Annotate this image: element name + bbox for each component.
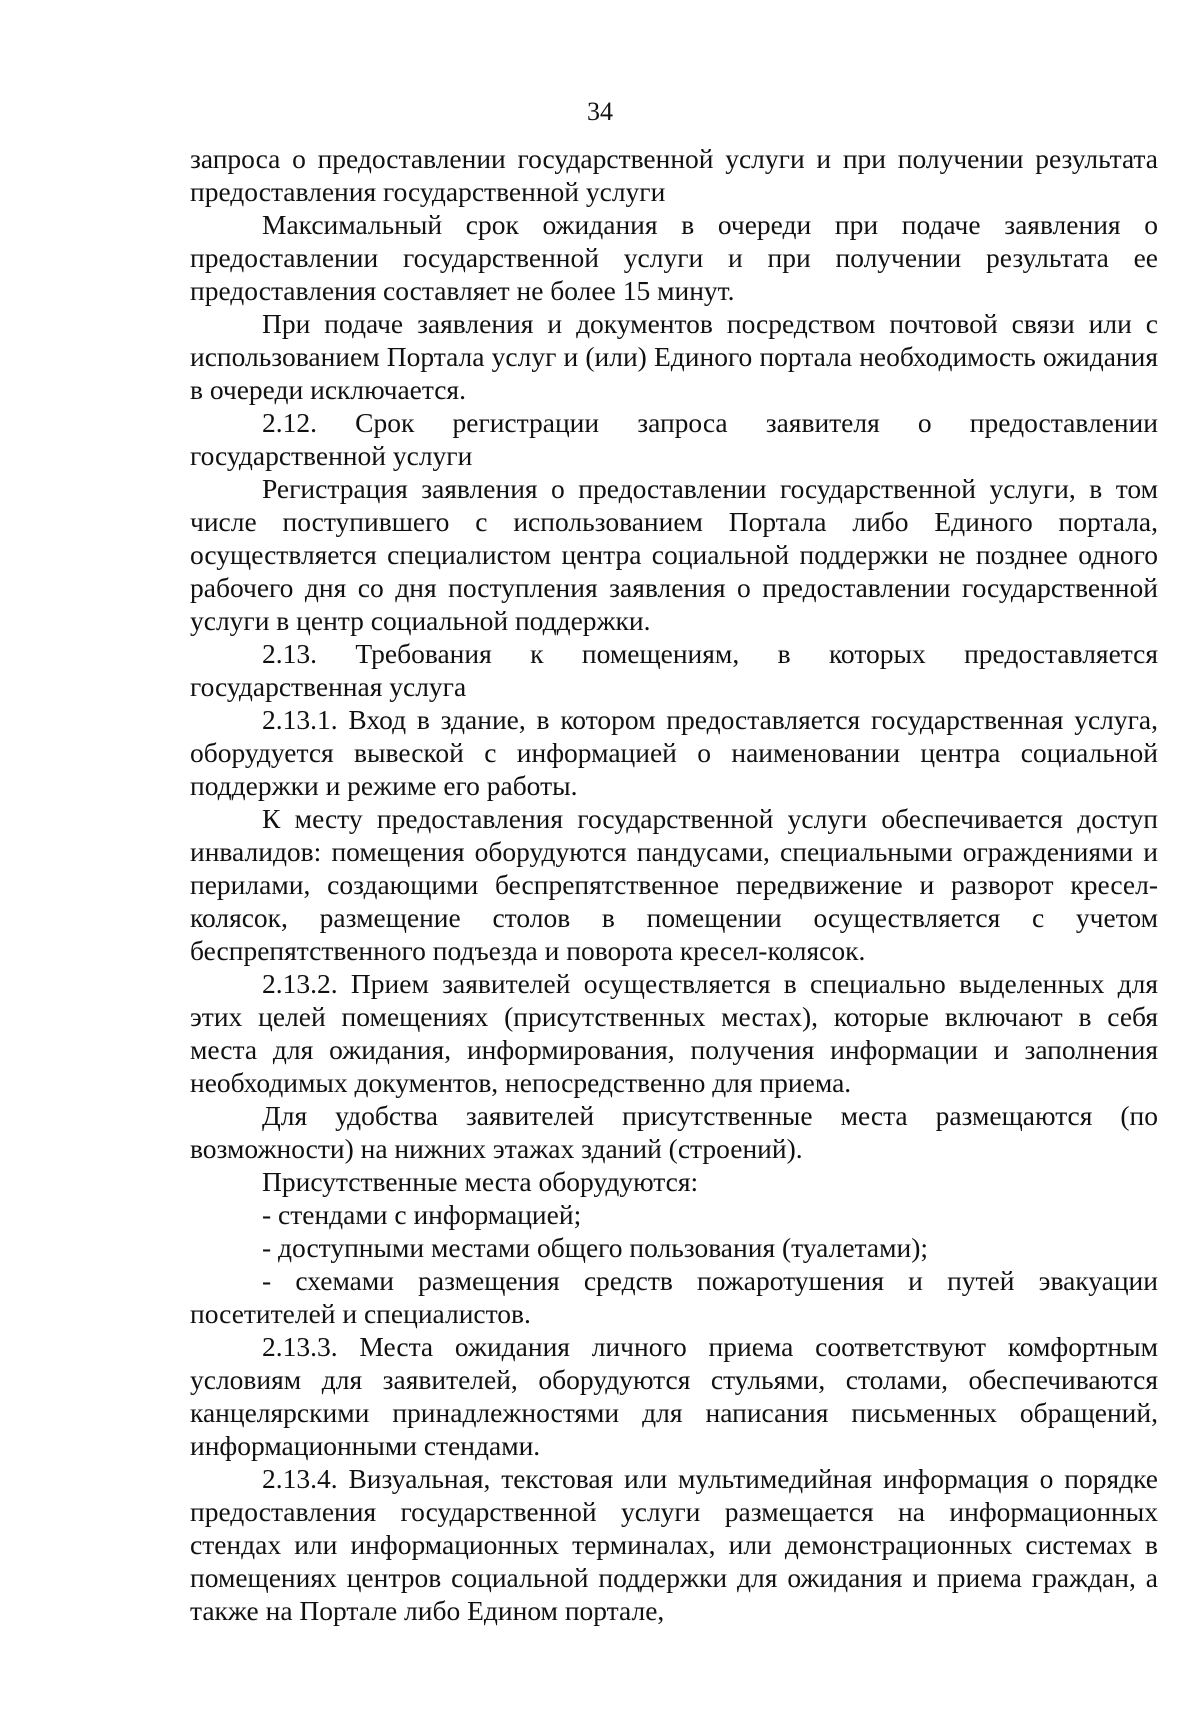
paragraph-max-wait-time: Максимальный срок ожидания в очереди при подаче заявления о предоставлении государственной услуги и при получении результата ее предоставления составляет не более 15 минут. — [190, 209, 1158, 306]
paragraph-equipment-intro: Присутственные места оборудуются: — [262, 1166, 699, 1197]
list-item-evacuation-schemes: - схемами размещения средств пожаротушения и путей эвакуации посетителей и специалистов. — [190, 1265, 1158, 1329]
paragraph-accessibility: К месту предоставления государственной услуги обеспечивается доступ инвалидов: помещения оборудуются пандусами, специальными ограждениями и перилами, создающими беспрепятственное передвижение и разворот кресел-колясок, размещение столов в помещении осуществляется с учетом беспрепятственного подъезда и поворота кресел-колясок. — [190, 803, 1158, 966]
paragraph-continuation: запроса о предоставлении государственной услуги и при получении результата предоставления государственной услуги — [190, 143, 1158, 207]
list-item-restrooms: - доступными местами общего пользования (туалетами); — [262, 1232, 929, 1263]
page-number: 34 — [587, 97, 613, 126]
paragraph-2-13-3: 2.13.3. Места ожидания личного приема соответствуют комфортным условиям для заявителей, оборудуются стульями, столами, обеспечиваются канцелярскими принадлежностями для написания письменных обращений, информационными стендами. — [190, 1331, 1158, 1461]
section-heading-2-13: 2.13. Требования к помещениям, в которых предоставляется государственная услуга — [190, 638, 1158, 702]
section-heading-2-12: 2.12. Срок регистрации запроса заявителя о предоставлении государственной услуги — [190, 407, 1158, 471]
paragraph-registration: Регистрация заявления о предоставлении государственной услуги, в том числе поступившего с использованием Портала либо Единого портала, осуществляется специалистом центра социальной поддержки не позднее одного рабочего дня со дня поступления заявления о предоставлении государственной услуги в центр социальной поддержки. — [190, 473, 1158, 636]
paragraph-2-13-2: 2.13.2. Прием заявителей осуществляется в специально выделенных для этих целей помещениях (присутственных местах), которые включают в себя места для ожидания, информирования, получения информации и заполнения необходимых документов, непосредственно для приема. — [190, 968, 1158, 1098]
list-item-info-stands: - стендами с информацией; — [262, 1199, 582, 1230]
paragraph-lower-floors: Для удобства заявителей присутственные места размещаются (по возможности) на нижних этажах зданий (строений). — [190, 1100, 1158, 1164]
paragraph-2-13-1: 2.13.1. Вход в здание, в котором предоставляется государственная услуга, оборудуется вывеской с информацией о наименовании центра социальной поддержки и режиме его работы. — [190, 704, 1158, 801]
paragraph-postal-submission: При подаче заявления и документов посредством почтовой связи или с использованием Портала услуг и (или) Единого портала необходимость ожидания в очереди исключается. — [190, 308, 1158, 405]
document-body — [190, 142, 1158, 1627]
paragraph-2-13-4: 2.13.4. Визуальная, текстовая или мультимедийная информация о порядке предоставления государственной услуги размещается на информационных стендах или информационных терминалах, или демонстрационных системах в помещениях центров социальной поддержки для ожидания и приема граждан, а также на Портале либо Едином портале, — [190, 1463, 1158, 1626]
